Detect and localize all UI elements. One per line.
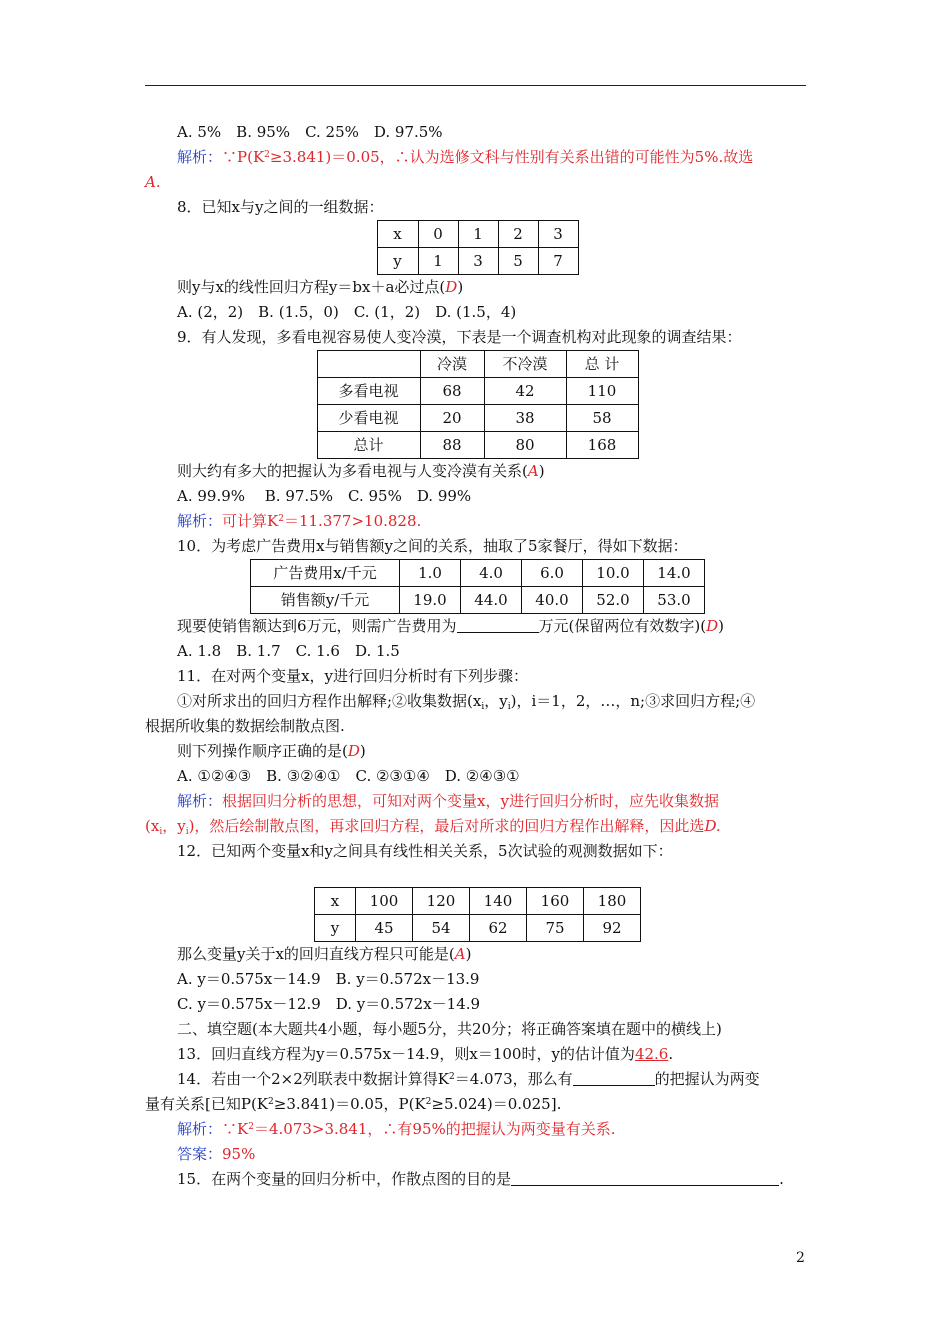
table-cell: 40.0	[522, 587, 583, 614]
page-number: 2	[796, 1250, 805, 1266]
table-cell: 52.0	[583, 587, 644, 614]
q14-line2: 量有关系[已知$P(K^2\ge 3.841)=0.05$，$P(K^2\ge 5.024)=0.025$].	[145, 1095, 562, 1113]
q9-solution: 解析：可计算$K^2=11.377>10.828$.	[177, 512, 422, 530]
table-row	[251, 560, 705, 587]
q14-answer: 答案：95%	[177, 1145, 256, 1163]
table-cell: 2	[498, 221, 538, 248]
table-cell: 100	[356, 888, 413, 915]
table-row	[317, 405, 638, 432]
q10-data-table	[250, 559, 705, 614]
table-cell: 0	[418, 221, 458, 248]
q7-solution-tail: A.	[145, 173, 161, 191]
q8-question: 则y与x的线性回归方程y＝bx＋a必过点(D)	[177, 278, 464, 296]
q14-line1: 14．若由一个2×2列联表中数据计算得$K^2=4.073$，那么有 的把握认为两变	[177, 1070, 760, 1088]
table-cell: 80	[484, 432, 566, 459]
q12-stem: 12．已知两个变量x和y之间具有线性相关关系，5次试验的观测数据如下：	[177, 842, 673, 860]
q11-question: 则下列操作顺序正确的是(D)	[177, 742, 366, 760]
row-header-cell: y	[315, 915, 356, 942]
table-cell: 42	[484, 378, 566, 405]
q7-options: A. 5% B. 95% C. 25% D. 97.5%	[177, 123, 443, 141]
q11-solution-cont: ($x_i$，$y_i$)，然后绘制散点图，再求回归方程，最后对所求的回归方程作出解释，因此选D.	[145, 817, 721, 837]
q7-solution: 解析：$\because P(K^2\ge 3.841)=0.05$，∴认为选修文科与性别有关系出错的可能性为5%.故选	[177, 148, 754, 166]
table-cell: 10.0	[583, 560, 644, 587]
q11-options: A. ①②④③ B. ③②④① C. ②③①④ D. ②④③①	[177, 767, 520, 785]
table-cell: 44.0	[461, 587, 522, 614]
table-cell: 88	[420, 432, 484, 459]
page-content	[145, 120, 810, 1192]
table-cell: 53.0	[644, 587, 705, 614]
table-row	[315, 888, 641, 915]
table-row	[317, 351, 638, 378]
q11-solution: 解析：根据回归分析的思想，可知对两个变量x，y进行回归分析时，应先收集数据	[177, 792, 719, 810]
q12-options-1: A. y＝0.575x－14.9 B. y＝0.572x－13.9	[177, 970, 480, 988]
section-fill-in-title: 二、填空题(本大题共4小题，每小题5分，共20分；将正确答案填在题中的横线上)	[177, 1020, 722, 1038]
table-row	[317, 378, 638, 405]
table-cell: 4.0	[461, 560, 522, 587]
q10-answer-blank[interactable]	[457, 616, 539, 633]
table-cell: 68	[420, 378, 484, 405]
q9-survey-table	[317, 350, 639, 459]
table-cell: 75	[527, 915, 584, 942]
table-cell: 3	[538, 221, 578, 248]
table-cell: 1.0	[400, 560, 461, 587]
q12-options-2: C. y＝0.575x－12.9 D. y＝0.572x－14.9	[177, 995, 481, 1013]
table-row	[317, 432, 638, 459]
row-header-cell: x	[315, 888, 356, 915]
q14-solution: 解析：$\because K^2=4.073>3.841$，∴有95%的把握认为两变量有关系.	[177, 1120, 616, 1138]
table-cell: 62	[470, 915, 527, 942]
q11-steps-line2: 根据所收集的数据绘制散点图.	[145, 717, 345, 735]
q11-steps-line1: ①对所求出的回归方程作出解释;②收集数据($x_i$，$y_i$)，i＝1，2，…，n;③求回归方程;④	[177, 692, 756, 712]
table-cell: 45	[356, 915, 413, 942]
table-cell: 180	[584, 888, 641, 915]
table-cell: 5	[498, 248, 538, 275]
table-cell: 19.0	[400, 587, 461, 614]
table-cell: 92	[584, 915, 641, 942]
table-cell: 168	[566, 432, 638, 459]
table-cell: 总 计	[566, 351, 638, 378]
table-cell: 160	[527, 888, 584, 915]
row-header-cell: 多看电视	[317, 378, 420, 405]
table-row	[251, 587, 705, 614]
q14-answer-blank[interactable]	[573, 1069, 655, 1086]
table-cell: 54	[413, 915, 470, 942]
table-cell: 20	[420, 405, 484, 432]
table-cell: 38	[484, 405, 566, 432]
table-cell: 7	[538, 248, 578, 275]
table-cell: 140	[470, 888, 527, 915]
row-header-cell	[317, 351, 420, 378]
q9-stem: 9．有人发现，多看电视容易使人变冷漠，下表是一个调查机构对此现象的调查结果：	[177, 328, 742, 346]
row-header-cell: y	[377, 248, 418, 275]
table-cell: 1	[458, 221, 498, 248]
q9-question: 则大约有多大的把握认为多看电视与人变冷漠有关系(A)	[177, 462, 545, 480]
q9-options: A. 99.9% B. 97.5% C. 95% D. 99%	[177, 487, 472, 505]
row-header-cell: 少看电视	[317, 405, 420, 432]
table-cell: 1	[418, 248, 458, 275]
table-cell: 110	[566, 378, 638, 405]
table-cell: 不冷漠	[484, 351, 566, 378]
q10-stem: 10．为考虑广告费用x与销售额y之间的关系，抽取了5家餐厅，得如下数据：	[177, 537, 688, 555]
table-row	[377, 221, 578, 248]
row-header-cell: x	[377, 221, 418, 248]
q13: 13．回归直线方程为y＝0.575x－14.9，则x＝100时，y的估计值为42.6.	[177, 1045, 674, 1063]
q8-options: A. (2，2) B. (1.5，0) C. (1，2) D. (1.5，4)	[177, 303, 517, 321]
row-header-cell: 总计	[317, 432, 420, 459]
header-rule	[145, 85, 806, 86]
q8-data-table	[377, 220, 579, 275]
q8-stem: 8．已知x与y之间的一组数据：	[177, 198, 384, 216]
table-cell: 冷漠	[420, 351, 484, 378]
q12-data-table	[314, 887, 641, 942]
spacer	[145, 864, 810, 887]
row-header-cell: 广告费用x/千元	[251, 560, 400, 587]
row-header-cell: 销售额y/千元	[251, 587, 400, 614]
table-cell: 3	[458, 248, 498, 275]
table-cell: 6.0	[522, 560, 583, 587]
table-cell: 58	[566, 405, 638, 432]
table-cell: 14.0	[644, 560, 705, 587]
q15-answer-blank[interactable]	[511, 1169, 779, 1186]
table-row	[315, 915, 641, 942]
q10-options: A. 1.8 B. 1.7 C. 1.6 D. 1.5	[177, 642, 400, 660]
q15: 15．在两个变量的回归分析中，作散点图的目的是 .	[177, 1170, 784, 1188]
table-cell: 120	[413, 888, 470, 915]
q11-stem: 11．在对两个变量x，y进行回归分析时有下列步骤：	[177, 667, 529, 685]
table-row	[377, 248, 578, 275]
q12-question: 那么变量y关于x的回归直线方程只可能是(A)	[177, 945, 472, 963]
q10-question: 现要使销售额达到6万元，则需广告费用为 万元(保留两位有效数字)(D)	[177, 617, 724, 635]
